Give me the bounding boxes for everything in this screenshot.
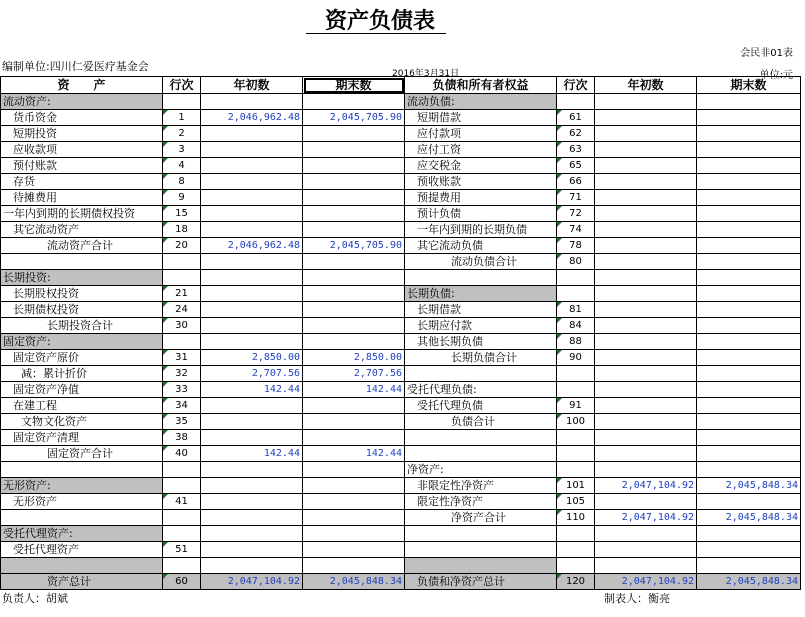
asset-name-cell[interactable]: 预付账款 [1, 158, 163, 174]
table-row [1, 158, 801, 174]
liability-name-cell[interactable]: 限定性净资产 [405, 494, 557, 510]
asset-name-cell[interactable]: 固定资产合计 [1, 446, 163, 462]
asset-begin-cell[interactable] [201, 286, 303, 302]
asset-begin-cell[interactable]: 142.44 [201, 382, 303, 398]
asset-begin-cell[interactable] [201, 542, 303, 558]
asset-begin-cell[interactable] [201, 414, 303, 430]
liability-end-cell[interactable] [697, 526, 801, 542]
liability-end-cell[interactable] [697, 126, 801, 142]
asset-line-no-cell[interactable] [163, 510, 201, 526]
liability-begin-cell[interactable]: 2,047,104.92 [595, 574, 697, 590]
liability-end-cell[interactable] [697, 254, 801, 270]
liability-begin-cell[interactable] [595, 414, 697, 430]
liability-name-cell[interactable]: 应付款项 [405, 126, 557, 142]
asset-name-cell[interactable]: 货币资金 [1, 110, 163, 126]
asset-line-no-cell[interactable]: 21 [163, 286, 201, 302]
liability-line-no-cell[interactable] [557, 542, 595, 558]
asset-end-cell[interactable]: 142.44 [303, 382, 405, 398]
asset-name-cell[interactable]: 固定资产清理 [1, 430, 163, 446]
asset-end-cell[interactable]: 2,707.56 [303, 366, 405, 382]
liability-line-no-cell[interactable] [557, 94, 595, 110]
liability-begin-cell[interactable] [595, 526, 697, 542]
asset-end-cell[interactable] [303, 190, 405, 206]
asset-begin-cell[interactable]: 2,047,104.92 [201, 574, 303, 590]
liability-name-cell[interactable]: 短期借款 [405, 110, 557, 126]
liability-begin-cell[interactable] [595, 398, 697, 414]
liability-line-no-cell[interactable]: 84 [557, 318, 595, 334]
asset-begin-cell[interactable]: 142.44 [201, 446, 303, 462]
asset-name-cell[interactable]: 在建工程 [1, 398, 163, 414]
asset-name-cell[interactable]: 固定资产: [1, 334, 163, 350]
asset-begin-cell[interactable] [201, 526, 303, 542]
liability-end-cell[interactable] [697, 318, 801, 334]
asset-line-no-cell[interactable] [163, 270, 201, 286]
asset-name-cell[interactable]: 长期投资合计 [1, 318, 163, 334]
table-row [1, 398, 801, 414]
liability-end-cell[interactable] [697, 382, 801, 398]
liability-line-no-cell[interactable] [557, 270, 595, 286]
liability-begin-cell[interactable] [595, 334, 697, 350]
asset-begin-cell[interactable] [201, 430, 303, 446]
asset-line-no-cell[interactable] [163, 334, 201, 350]
asset-name-cell[interactable]: 无形资产: [1, 478, 163, 494]
asset-end-cell[interactable] [303, 254, 405, 270]
liability-begin-cell[interactable] [595, 190, 697, 206]
liability-end-cell[interactable] [697, 206, 801, 222]
liability-line-no-cell[interactable]: 80 [557, 254, 595, 270]
table-row [1, 142, 801, 158]
asset-begin-cell[interactable] [201, 126, 303, 142]
liability-begin-cell[interactable] [595, 206, 697, 222]
liability-line-no-cell[interactable] [557, 526, 595, 542]
asset-end-cell[interactable] [303, 174, 405, 190]
liability-begin-cell[interactable] [595, 318, 697, 334]
asset-line-no-cell[interactable]: 30 [163, 318, 201, 334]
asset-end-cell[interactable]: 2,850.00 [303, 350, 405, 366]
liability-end-cell[interactable] [697, 366, 801, 382]
liability-name-cell[interactable]: 其他长期负债 [405, 334, 557, 350]
liability-end-cell[interactable] [697, 302, 801, 318]
liability-name-cell[interactable]: 负债合计 [405, 414, 557, 430]
liability-begin-cell[interactable] [595, 494, 697, 510]
currency-unit: 单位:元 [759, 70, 793, 81]
liability-begin-cell[interactable] [595, 142, 697, 158]
liability-name-cell[interactable]: 长期负债: [405, 286, 557, 302]
asset-end-cell[interactable] [303, 222, 405, 238]
asset-end-cell[interactable] [303, 270, 405, 286]
table-row [1, 574, 801, 590]
liability-line-no-cell[interactable]: 65 [557, 158, 595, 174]
liability-name-cell[interactable]: 应交税金 [405, 158, 557, 174]
asset-end-cell[interactable] [303, 542, 405, 558]
liability-end-cell[interactable] [697, 270, 801, 286]
liability-name-cell[interactable]: 应付工资 [405, 142, 557, 158]
liability-end-cell[interactable] [697, 142, 801, 158]
asset-line-no-cell[interactable]: 31 [163, 350, 201, 366]
asset-end-cell[interactable] [303, 558, 405, 574]
asset-line-no-cell[interactable]: 60 [163, 574, 201, 590]
liability-line-no-cell[interactable]: 62 [557, 126, 595, 142]
liability-end-cell[interactable] [697, 494, 801, 510]
liability-name-cell[interactable]: 其它流动负债 [405, 238, 557, 254]
liability-end-cell[interactable]: 2,045,848.34 [697, 478, 801, 494]
liability-name-cell[interactable] [405, 542, 557, 558]
table-row [1, 94, 801, 110]
liability-name-cell[interactable]: 流动负债合计 [405, 254, 557, 270]
liability-begin-cell[interactable] [595, 238, 697, 254]
liability-name-cell[interactable] [405, 270, 557, 286]
responsible-person: 负责人：胡斌 [2, 592, 68, 605]
liability-line-no-cell[interactable] [557, 382, 595, 398]
liability-begin-cell[interactable] [595, 446, 697, 462]
liability-begin-cell[interactable] [595, 350, 697, 366]
liability-end-cell[interactable] [697, 414, 801, 430]
liability-line-no-cell[interactable] [557, 462, 595, 478]
asset-line-no-cell[interactable]: 41 [163, 494, 201, 510]
liability-line-no-cell[interactable]: 105 [557, 494, 595, 510]
table-row [1, 366, 801, 382]
asset-name-cell[interactable] [1, 510, 163, 526]
table-row [1, 542, 801, 558]
asset-name-cell[interactable]: 受托代理资产 [1, 542, 163, 558]
liability-line-no-cell[interactable] [557, 286, 595, 302]
liability-begin-cell[interactable] [595, 382, 697, 398]
asset-line-no-cell[interactable]: 40 [163, 446, 201, 462]
table-row [1, 254, 801, 270]
asset-name-cell[interactable]: 流动资产合计 [1, 238, 163, 254]
asset-end-cell[interactable] [303, 286, 405, 302]
asset-begin-cell[interactable] [201, 174, 303, 190]
asset-begin-cell[interactable] [201, 510, 303, 526]
asset-begin-cell[interactable] [201, 318, 303, 334]
asset-begin-cell[interactable] [201, 398, 303, 414]
liability-line-no-cell[interactable]: 78 [557, 238, 595, 254]
liability-begin-cell[interactable] [595, 286, 697, 302]
asset-end-cell[interactable] [303, 430, 405, 446]
asset-begin-cell[interactable] [201, 462, 303, 478]
liability-end-cell[interactable]: 2,045,848.34 [697, 574, 801, 590]
liability-begin-cell[interactable] [595, 558, 697, 574]
liability-line-no-cell[interactable]: 90 [557, 350, 595, 366]
asset-line-no-cell[interactable]: 2 [163, 126, 201, 142]
liability-name-cell[interactable]: 非限定性净资产 [405, 478, 557, 494]
header-begin-2[interactable]: 年初数 [595, 77, 697, 94]
asset-end-cell[interactable] [303, 94, 405, 110]
table-row [1, 494, 801, 510]
header-end-2[interactable]: 期末数 [697, 77, 801, 94]
table-row [1, 558, 801, 574]
liability-name-cell[interactable]: 预计负债 [405, 206, 557, 222]
liability-line-no-cell[interactable]: 71 [557, 190, 595, 206]
liability-begin-cell[interactable]: 2,047,104.92 [595, 478, 697, 494]
asset-name-cell[interactable]: 无形资产 [1, 494, 163, 510]
asset-begin-cell[interactable] [201, 206, 303, 222]
liability-end-cell[interactable] [697, 558, 801, 574]
asset-line-no-cell[interactable]: 34 [163, 398, 201, 414]
table-row [1, 382, 801, 398]
asset-begin-cell[interactable] [201, 302, 303, 318]
liability-line-no-cell[interactable] [557, 446, 595, 462]
liability-name-cell[interactable]: 流动负债: [405, 94, 557, 110]
asset-name-cell[interactable]: 固定资产原价 [1, 350, 163, 366]
header-liabilities[interactable]: 负债和所有者权益 [405, 77, 557, 94]
asset-line-no-cell[interactable]: 18 [163, 222, 201, 238]
asset-begin-cell[interactable] [201, 270, 303, 286]
asset-name-cell[interactable]: 减：累计折价 [1, 366, 163, 382]
table-row [1, 302, 801, 318]
asset-end-cell[interactable] [303, 126, 405, 142]
liability-begin-cell[interactable]: 2,047,104.92 [595, 510, 697, 526]
table-row [1, 350, 801, 366]
header-line-no-2[interactable]: 行次 [557, 77, 595, 94]
table-row [1, 430, 801, 446]
liability-begin-cell[interactable] [595, 94, 697, 110]
asset-end-cell[interactable] [303, 302, 405, 318]
liability-line-no-cell[interactable]: 63 [557, 142, 595, 158]
liability-begin-cell[interactable] [595, 366, 697, 382]
preparer: 制表人：衡亮 [604, 592, 670, 605]
table-row [1, 414, 801, 430]
asset-name-cell[interactable] [1, 254, 163, 270]
liability-end-cell[interactable] [697, 430, 801, 446]
table-row [1, 174, 801, 190]
asset-line-no-cell[interactable] [163, 478, 201, 494]
liability-begin-cell[interactable] [595, 302, 697, 318]
liability-name-cell[interactable] [405, 366, 557, 382]
asset-line-no-cell[interactable]: 32 [163, 366, 201, 382]
asset-end-cell[interactable]: 2,045,705.90 [303, 110, 405, 126]
asset-name-cell[interactable]: 其它流动资产 [1, 222, 163, 238]
liability-line-no-cell[interactable]: 91 [557, 398, 595, 414]
asset-end-cell[interactable] [303, 510, 405, 526]
liability-name-cell[interactable]: 预收账款 [405, 174, 557, 190]
asset-name-cell[interactable]: 资产总计 [1, 574, 163, 590]
table-row [1, 270, 801, 286]
liability-begin-cell[interactable] [595, 270, 697, 286]
liability-line-no-cell[interactable]: 110 [557, 510, 595, 526]
asset-end-cell[interactable] [303, 142, 405, 158]
liability-name-cell[interactable]: 长期借款 [405, 302, 557, 318]
asset-name-cell[interactable]: 长期债权投资 [1, 302, 163, 318]
liability-line-no-cell[interactable] [557, 430, 595, 446]
table-row [1, 110, 801, 126]
asset-name-cell[interactable]: 存货 [1, 174, 163, 190]
asset-end-cell[interactable] [303, 462, 405, 478]
asset-line-no-cell[interactable] [163, 462, 201, 478]
asset-line-no-cell[interactable] [163, 558, 201, 574]
table-row [1, 126, 801, 142]
liability-end-cell[interactable] [697, 174, 801, 190]
asset-begin-cell[interactable] [201, 142, 303, 158]
asset-name-cell[interactable]: 长期投资: [1, 270, 163, 286]
asset-begin-cell[interactable] [201, 222, 303, 238]
table-row [1, 222, 801, 238]
liability-end-cell[interactable] [697, 286, 801, 302]
asset-begin-cell[interactable] [201, 190, 303, 206]
asset-end-cell[interactable] [303, 206, 405, 222]
asset-line-no-cell[interactable]: 38 [163, 430, 201, 446]
liability-end-cell[interactable] [697, 110, 801, 126]
liability-name-cell[interactable] [405, 430, 557, 446]
asset-name-cell[interactable]: 待摊费用 [1, 190, 163, 206]
report-date: 2016年3月31日 [392, 69, 460, 79]
asset-line-no-cell[interactable]: 35 [163, 414, 201, 430]
asset-begin-cell[interactable]: 2,046,962.48 [201, 238, 303, 254]
liability-begin-cell[interactable] [595, 174, 697, 190]
asset-begin-cell[interactable]: 2,850.00 [201, 350, 303, 366]
liability-name-cell[interactable]: 长期应付款 [405, 318, 557, 334]
liability-line-no-cell[interactable]: 72 [557, 206, 595, 222]
asset-line-no-cell[interactable]: 3 [163, 142, 201, 158]
asset-end-cell[interactable] [303, 494, 405, 510]
liability-begin-cell[interactable] [595, 126, 697, 142]
liability-line-no-cell[interactable]: 120 [557, 574, 595, 590]
table-row [1, 446, 801, 462]
liability-begin-cell[interactable] [595, 542, 697, 558]
liability-line-no-cell[interactable]: 66 [557, 174, 595, 190]
liability-begin-cell[interactable] [595, 254, 697, 270]
liability-begin-cell[interactable] [595, 110, 697, 126]
liability-end-cell[interactable] [697, 222, 801, 238]
liability-name-cell[interactable]: 受托代理负债: [405, 382, 557, 398]
asset-name-cell[interactable] [1, 558, 163, 574]
liability-end-cell[interactable] [697, 462, 801, 478]
asset-name-cell[interactable]: 一年内到期的长期债权投资 [1, 206, 163, 222]
asset-line-no-cell[interactable]: 8 [163, 174, 201, 190]
liability-name-cell[interactable] [405, 526, 557, 542]
liability-line-no-cell[interactable]: 61 [557, 110, 595, 126]
table-row [1, 238, 801, 254]
asset-end-cell[interactable] [303, 414, 405, 430]
liability-begin-cell[interactable] [595, 430, 697, 446]
table-row [1, 318, 801, 334]
header-end[interactable]: 期末数 [303, 77, 405, 94]
liability-line-no-cell[interactable] [557, 366, 595, 382]
asset-name-cell[interactable]: 受托代理资产: [1, 526, 163, 542]
asset-begin-cell[interactable] [201, 494, 303, 510]
liability-end-cell[interactable] [697, 158, 801, 174]
header-row [1, 77, 801, 94]
asset-line-no-cell[interactable]: 33 [163, 382, 201, 398]
asset-line-no-cell[interactable]: 51 [163, 542, 201, 558]
table-row [1, 478, 801, 494]
table-row [1, 286, 801, 302]
liability-end-cell[interactable] [697, 238, 801, 254]
asset-end-cell[interactable] [303, 398, 405, 414]
liability-end-cell[interactable]: 2,045,848.34 [697, 510, 801, 526]
table-row [1, 190, 801, 206]
asset-end-cell[interactable]: 142.44 [303, 446, 405, 462]
liability-end-cell[interactable] [697, 398, 801, 414]
asset-name-cell[interactable]: 长期股权投资 [1, 286, 163, 302]
form-code: 会民非01表 [740, 48, 793, 59]
asset-line-no-cell[interactable]: 9 [163, 190, 201, 206]
liability-line-no-cell[interactable]: 88 [557, 334, 595, 350]
organization-label: 编制单位:四川仁爱医疗基金会 [2, 60, 149, 73]
liability-line-no-cell[interactable] [557, 558, 595, 574]
liability-end-cell[interactable] [697, 94, 801, 110]
asset-name-cell[interactable]: 固定资产净值 [1, 382, 163, 398]
liability-name-cell[interactable]: 净资产: [405, 462, 557, 478]
liability-end-cell[interactable] [697, 334, 801, 350]
asset-line-no-cell[interactable]: 4 [163, 158, 201, 174]
liability-name-cell[interactable] [405, 558, 557, 574]
asset-end-cell[interactable] [303, 478, 405, 494]
table-row [1, 206, 801, 222]
asset-end-cell[interactable] [303, 334, 405, 350]
liability-line-no-cell[interactable]: 74 [557, 222, 595, 238]
header-asset[interactable]: 资 产 [1, 77, 163, 94]
asset-end-cell[interactable]: 2,045,848.34 [303, 574, 405, 590]
liability-name-cell[interactable] [405, 446, 557, 462]
asset-line-no-cell[interactable] [163, 254, 201, 270]
asset-end-cell[interactable]: 2,045,705.90 [303, 238, 405, 254]
asset-line-no-cell[interactable] [163, 94, 201, 110]
asset-name-cell[interactable] [1, 462, 163, 478]
asset-line-no-cell[interactable]: 1 [163, 110, 201, 126]
liability-line-no-cell[interactable]: 101 [557, 478, 595, 494]
asset-name-cell[interactable]: 流动资产: [1, 94, 163, 110]
asset-begin-cell[interactable]: 2,046,962.48 [201, 110, 303, 126]
asset-begin-cell[interactable] [201, 158, 303, 174]
asset-end-cell[interactable] [303, 526, 405, 542]
liability-end-cell[interactable] [697, 350, 801, 366]
table-row [1, 334, 801, 350]
asset-end-cell[interactable] [303, 158, 405, 174]
liability-end-cell[interactable] [697, 190, 801, 206]
liability-end-cell[interactable] [697, 446, 801, 462]
table-row [1, 462, 801, 478]
report-title: 资产负债表 [324, 8, 435, 34]
asset-line-no-cell[interactable]: 24 [163, 302, 201, 318]
title-underline [306, 33, 446, 34]
table-row [1, 510, 801, 526]
liability-name-cell[interactable]: 负债和净资产总计 [405, 574, 557, 590]
asset-begin-cell[interactable] [201, 94, 303, 110]
asset-begin-cell[interactable] [201, 558, 303, 574]
table-row [1, 526, 801, 542]
header-begin[interactable]: 年初数 [201, 77, 303, 94]
asset-line-no-cell[interactable]: 15 [163, 206, 201, 222]
header-line-no[interactable]: 行次 [163, 77, 201, 94]
asset-line-no-cell[interactable]: 20 [163, 238, 201, 254]
liability-begin-cell[interactable] [595, 462, 697, 478]
asset-begin-cell[interactable] [201, 254, 303, 270]
liability-name-cell[interactable]: 长期负债合计 [405, 350, 557, 366]
balance-sheet-table [0, 76, 801, 590]
asset-name-cell[interactable]: 文物文化资产 [1, 414, 163, 430]
liability-line-no-cell[interactable]: 100 [557, 414, 595, 430]
asset-begin-cell[interactable] [201, 334, 303, 350]
liability-name-cell[interactable]: 受托代理负债 [405, 398, 557, 414]
liability-begin-cell[interactable] [595, 158, 697, 174]
liability-end-cell[interactable] [697, 542, 801, 558]
asset-begin-cell[interactable]: 2,707.56 [201, 366, 303, 382]
liability-name-cell[interactable]: 预提费用 [405, 190, 557, 206]
asset-name-cell[interactable]: 短期投资 [1, 126, 163, 142]
asset-name-cell[interactable]: 应收款项 [1, 142, 163, 158]
liability-name-cell[interactable]: 净资产合计 [405, 510, 557, 526]
asset-begin-cell[interactable] [201, 478, 303, 494]
liability-line-no-cell[interactable]: 81 [557, 302, 595, 318]
liability-begin-cell[interactable] [595, 222, 697, 238]
asset-line-no-cell[interactable] [163, 526, 201, 542]
asset-end-cell[interactable] [303, 318, 405, 334]
liability-name-cell[interactable]: 一年内到期的长期负债 [405, 222, 557, 238]
